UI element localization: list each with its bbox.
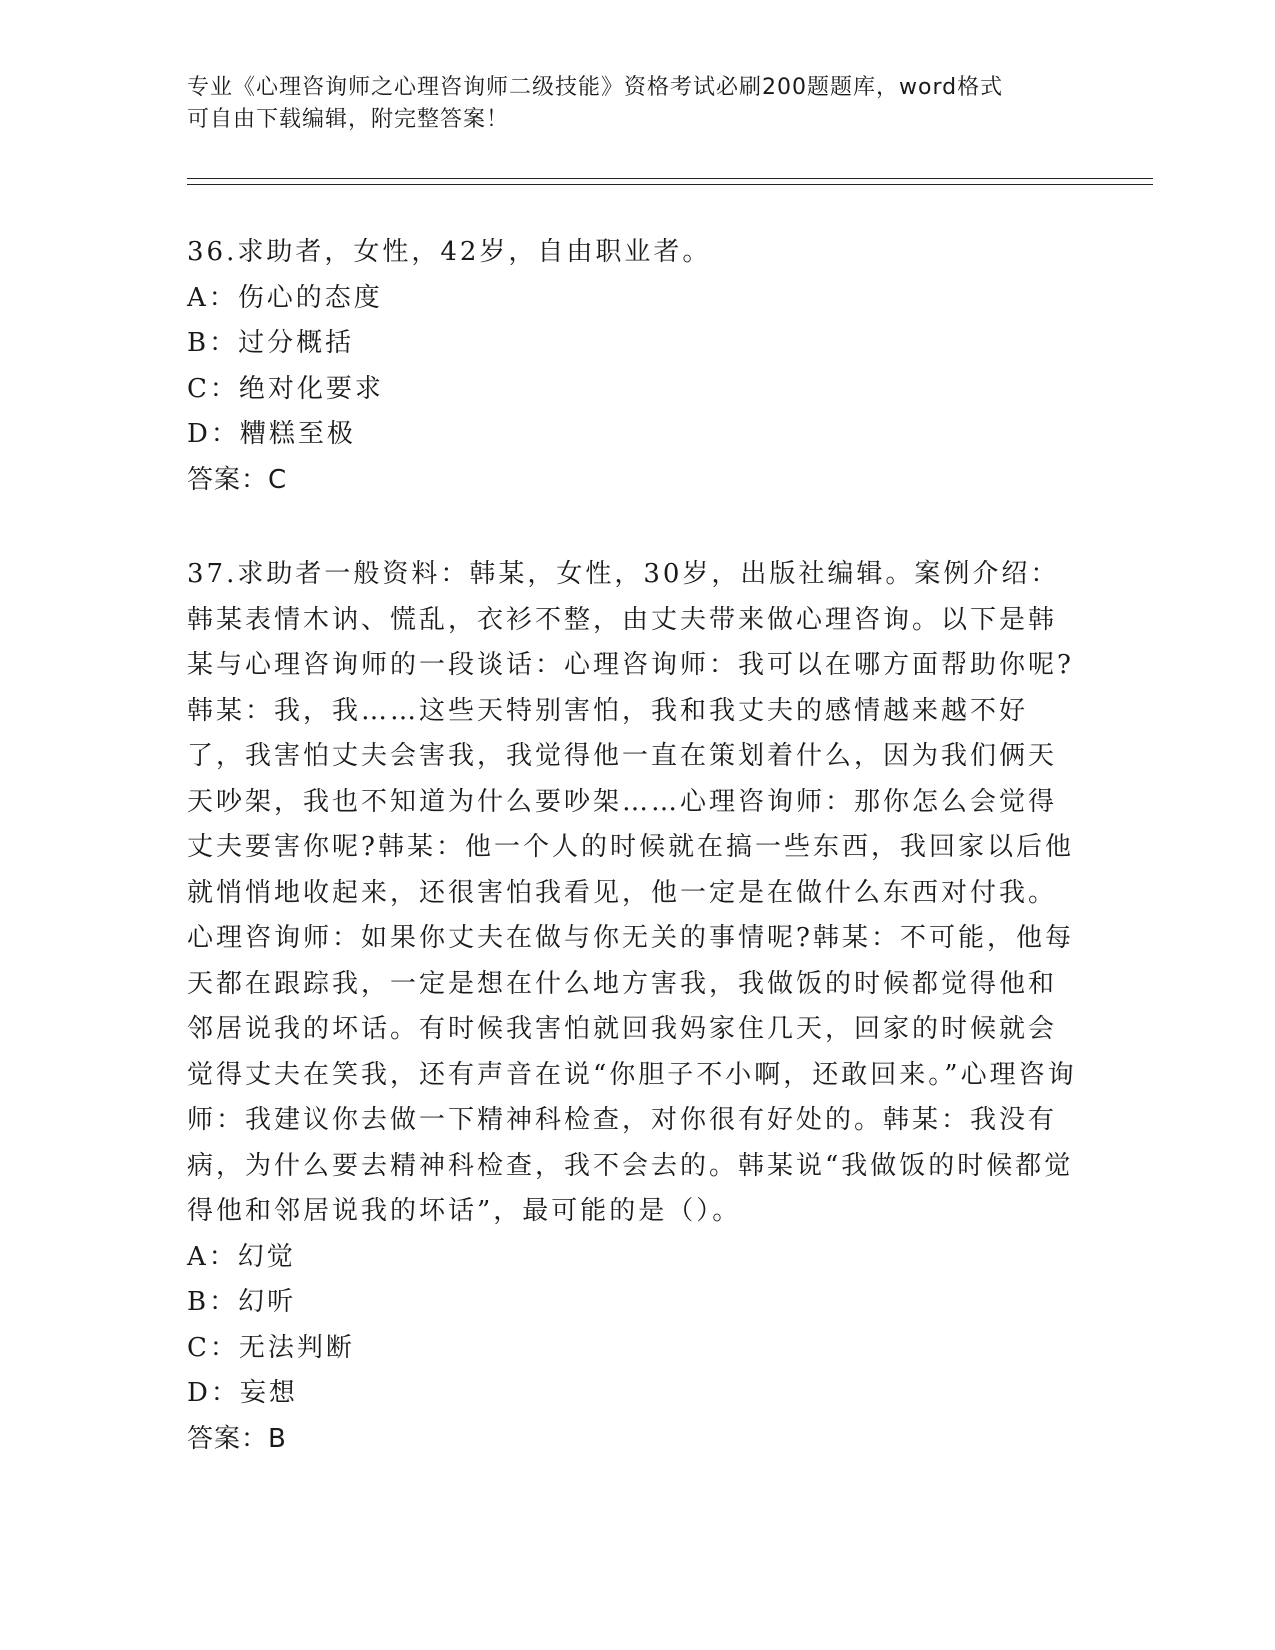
header-line-1: 专业《心理咨询师之心理咨询师二级技能》资格考试必刷200题题库，word格式 — [187, 75, 1004, 100]
question-37 — [187, 552, 1077, 1462]
option-a: A：幻觉 — [187, 1241, 296, 1272]
document-header — [187, 72, 1067, 136]
option-c: C：无法判断 — [187, 1332, 355, 1363]
option-a: A：伤心的态度 — [187, 282, 383, 313]
answer-line: 答案：B — [187, 1423, 287, 1454]
option-b: B：过分概括 — [187, 328, 355, 358]
option-d: D：妄想 — [187, 1378, 298, 1408]
header-rule-bottom — [187, 184, 1153, 185]
header-rule-top — [187, 178, 1153, 179]
option-b: B：幻听 — [187, 1287, 297, 1317]
option-c: C：绝对化要求 — [187, 373, 384, 404]
header-line-2: 可自由下载编辑，附完整答案！ — [187, 107, 510, 132]
question-stem: 37.求助者一般资料：韩某，女性，30岁，出版社编辑。案例介绍：韩某表情木讷、慌乱，衣衫不整，由丈夫带来做心理咨询。以下是韩某与心理咨询师的一段谈话：心理咨询师：我可以在哪方面帮助你呢?韩某：我，我……这些天特别害怕，我和我丈夫的感情越来越不好了，我害怕丈夫会害我，我觉得他一直在策划着什么，因为我们俩天天吵架，我也不知道为什么要吵架……心理咨询师：那你怎么会觉得丈夫要害你呢?韩某：他一个人的时候就在搞一些东西，我回家以后他就悄悄地收起来，还很害怕我看见，他一定是在做什么东西对付我。心理咨询师：如果你丈夫在做与你无关的事情呢?韩某：不可能，他每天都在跟踪我，一定是想在什么地方害我，我做饭的时候都觉得他和邻居说我的坏话。有时候我害怕就回我妈家住几天，回家的时候就会觉得丈夫在笑我，还有声音在说“你胆子不小啊，还敢回来。”心理咨询师：我建议你去做一下精神科检查，对你很有好处的。韩某：我没有病，为什么要去精神科检查，我不会去的。韩某说“我做饭的时候都觉得他和邻居说我的坏话”，最可能的是（）。 — [187, 559, 1077, 1226]
answer-line: 答案：C — [187, 464, 288, 495]
option-d: D：糟糕至极 — [187, 419, 356, 449]
question-stem: 36.求助者，女性，42岁，自由职业者。 — [187, 237, 712, 267]
question-36 — [187, 230, 1077, 503]
